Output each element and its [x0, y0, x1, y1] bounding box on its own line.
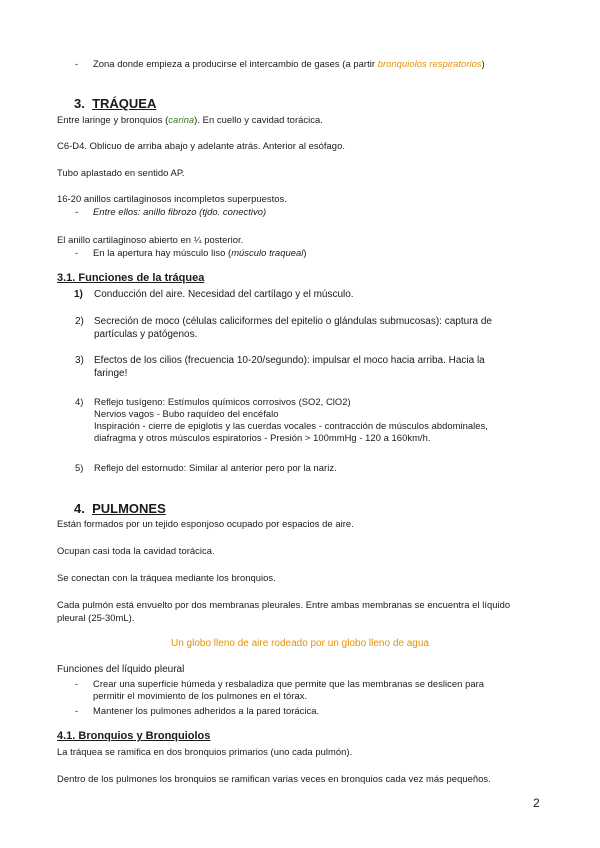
trachea-bullet-1: - Entre ellos: anillo fibrozo (tjdo. conectivo): [75, 206, 267, 217]
trachea-paragraph-4: 16-20 anillos cartilaginosos incompletos superpuestos.: [57, 193, 287, 204]
trachea-bullet-2: - En la apertura hay músculo liso (músculo traqueal): [75, 247, 307, 258]
lungs-paragraph-1: Están formados por un tejido esponjoso ocupado por espacios de aire.: [57, 518, 354, 529]
trachea-paragraph-1: Entre laringe y bronquios (carina). En cuello y cavidad torácica.: [57, 114, 323, 125]
lungs-paragraph-2: Ocupan casi toda la cavidad torácica.: [57, 545, 215, 556]
trachea-paragraph-2: C6-D4. Oblicuo de arriba abajo y adelante atrás. Anterior al esófago.: [57, 140, 345, 151]
page-number: 2: [533, 796, 540, 810]
lungs-paragraph-3: Se conectan con la tráquea mediante los bronquios.: [57, 572, 276, 583]
function-item-3: 3) Efectos de los cilios (frecuencia 10-20/segundo): impulsar el moco hacia arriba. Hacia la faringe!: [75, 355, 485, 379]
trachea-paragraph-5: El anillo cartilaginoso abierto en ¼ posterior.: [57, 234, 244, 245]
pleural-function-2: - Mantener los pulmones adheridos a la pared torácica.: [75, 705, 320, 716]
function-item-5: 5) Reflejo del estornudo: Similar al anterior pero por la nariz.: [75, 462, 337, 473]
function-item-4: 4) Reflejo tusígeno: Estímulos químicos corrosivos (SO2, ClO2) Nervios vagos - Bubo raquídeo del encéfalo Inspiración - cierre de epiglotis y las cuerdas vocales - contracción de músculos abdominales, diafragma y otros músculos espiratorios - Presión > 100mmHg - 120 a 160km/h.: [75, 396, 488, 443]
section-4-heading: 4. PULMONES: [74, 501, 166, 516]
section-3-heading: 3. TRÁQUEA: [74, 96, 157, 111]
function-item-2: 2) Secreción de moco (células caliciformes del epitelio o glándulas submucosas): captura de partículas y patógenos.: [75, 316, 492, 340]
section-4-1-heading: 4.1. Bronquios y Bronquiolos: [57, 730, 211, 742]
bronchi-paragraph-2: Dentro de los pulmones los bronquios se ramifican varias veces en bronquios cada vez más pequeños.: [57, 773, 491, 784]
trachea-paragraph-3: Tubo aplastado en sentido AP.: [57, 167, 185, 178]
lungs-paragraph-4: Cada pulmón está envuelto por dos membranas pleurales. Entre ambas membranas se encuentra el líquido pleural (25-30mL).: [57, 599, 511, 623]
bronchi-paragraph-1: La tráquea se ramifica en dos bronquios primarios (uno cada pulmón).: [57, 746, 353, 757]
lungs-highlight: Un globo lleno de aire rodeado por un globo lleno de agua: [171, 638, 429, 649]
function-item-1: 1) Conducción del aire. Necesidad del cartílago y el músculo.: [74, 289, 354, 300]
pleural-function-1: - Crear una superficie húmeda y resbaladiza que permite que las membranas se deslicen para permitir el movimiento de los pulmones en el tórax.: [75, 678, 485, 701]
section-3-1-heading: 3.1. Funciones de la tráquea: [57, 272, 205, 284]
intro-bullet: - Zona donde empieza a producirse el intercambio de gases (a partir bronquiolos respiratorios): [75, 58, 485, 69]
pleural-functions-title: Funciones del líquido pleural: [57, 664, 185, 675]
